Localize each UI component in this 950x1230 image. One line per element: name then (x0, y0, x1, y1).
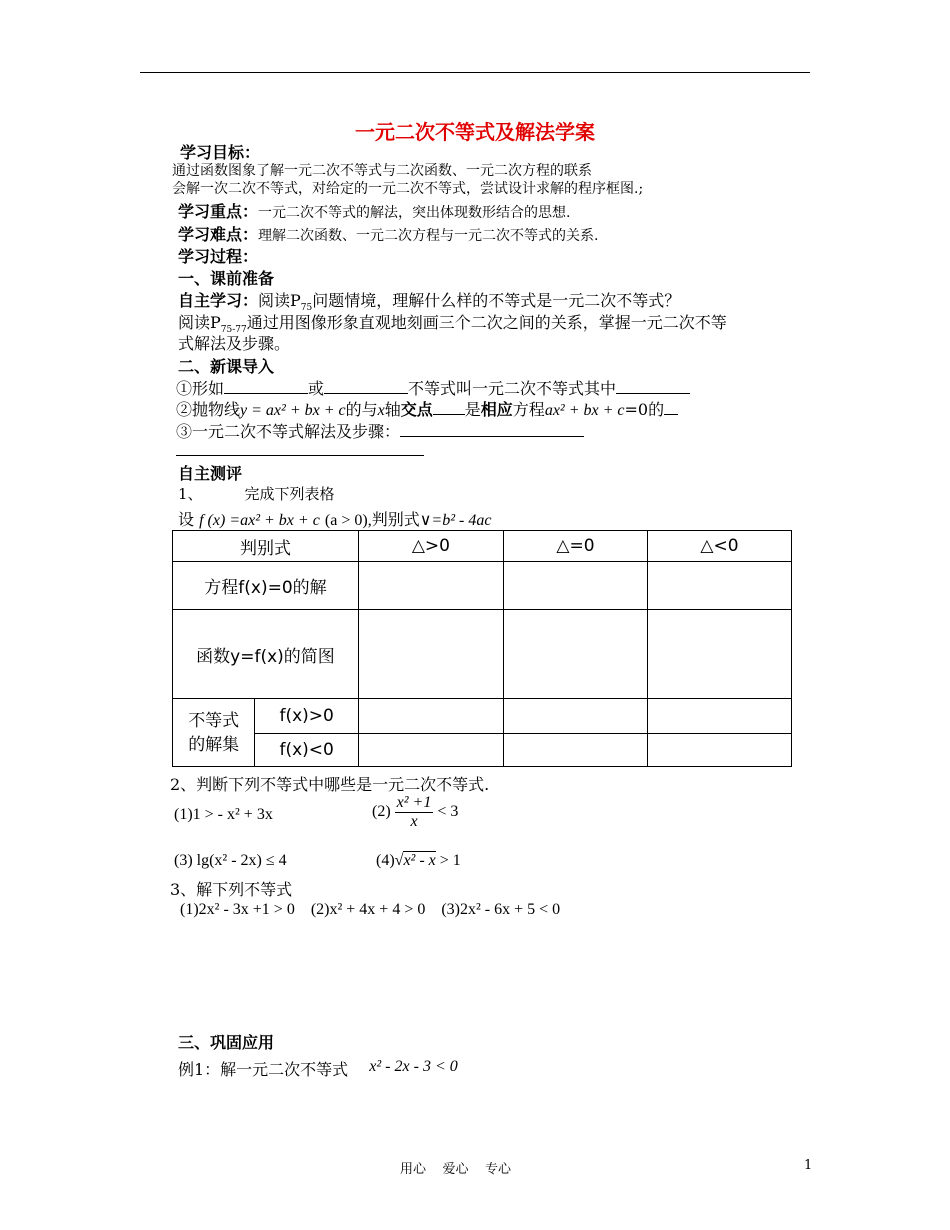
table-answer-cell[interactable] (503, 610, 647, 699)
table-answer-cell[interactable] (647, 734, 791, 767)
question-3-items: (1)2x² - 3x +1 > 0 (2)x² + 4x + 4 > 0 (3)2x² - 6x + 5 < 0 (180, 901, 561, 918)
table-row-label: f(x)<0 (255, 734, 359, 767)
question-2-item-1: (1)1 > - x² + 3x (174, 806, 273, 823)
goals-label: 学习目标： (180, 143, 261, 162)
focus-label: 学习重点： (178, 202, 259, 221)
question-2-item-4: (4)√x² - x > 1 (376, 852, 461, 869)
discriminant-table (172, 530, 792, 767)
difficulty-label: 学习难点： (178, 225, 259, 244)
question-2: 2、判断下列不等式中哪些是一元二次不等式. (170, 775, 490, 794)
self-test-heading: 自主测评 (178, 464, 243, 483)
section-1-heading: 一、课前准备 (178, 269, 275, 288)
table-answer-cell[interactable] (358, 734, 503, 767)
table-row-label: 方程f(x)=0的解 (173, 562, 359, 610)
table-answer-cell[interactable] (358, 562, 503, 610)
table-row (173, 562, 792, 610)
table-answer-cell[interactable] (358, 699, 503, 734)
blank-field[interactable] (664, 400, 678, 415)
difficulty-line (178, 222, 598, 245)
header-rule (140, 72, 810, 73)
self-study-line-2: 阅读$P_{75-77}$通过用图像形象直观地刻画三个二次之间的关系，掌握一元二次不等 (178, 313, 727, 336)
document-title: 一元二次不等式及解法学案 (355, 120, 595, 144)
table-answer-cell[interactable] (647, 699, 791, 734)
self-study-line-3: 式解法及步骤。 (178, 334, 291, 353)
table-answer-cell[interactable] (503, 699, 647, 734)
question-2-item-3: (3) lg(x² - 2x) ≤ 4 (174, 852, 287, 869)
difficulty-text: 理解二次函数、一元二次方程与一元二次不等式的关系. (258, 228, 599, 244)
table-row-label: f(x)>0 (255, 699, 359, 734)
goal-2: 会解一次二次不等式，对给定的一元二次不等式，尝试设计求解的程序框图.; (172, 181, 644, 197)
sqrt-icon: √ (394, 852, 404, 869)
blank-field[interactable] (224, 379, 308, 394)
new-lesson-item-1: ①形如 或 不等式叫一元二次不等式其中 (176, 376, 690, 399)
question-3: 3、解下列不等式 (170, 880, 293, 899)
table-header-cell: △>0 (358, 531, 503, 562)
table-answer-cell[interactable] (647, 610, 791, 699)
focus-text: 一元二次不等式的解法，突出体现数形结合的思想. (258, 205, 571, 221)
table-header-cell: 判别式 (173, 531, 359, 562)
goal-1: 通过函数图象了解一元二次不等式与二次函数、一元二次方程的联系 (172, 163, 592, 179)
table-row (173, 734, 792, 767)
table-answer-cell[interactable] (503, 734, 647, 767)
self-study-label: 自主学习： (178, 291, 259, 310)
self-study-line-1: 自主学习：阅读$P_{75}$问题情境，理解什么样的不等式是一元二次不等式？ (178, 291, 681, 314)
example-1: 例1：解一元二次不等式 x² - 2x - 3 < 0 (178, 1058, 458, 1079)
blank-field[interactable] (324, 379, 408, 394)
table-group-label: 不等式 的解集 (173, 699, 255, 767)
blank-field[interactable] (433, 400, 465, 415)
page-footer: 用心 爱心 专心 (400, 1162, 512, 1177)
table-answer-cell[interactable] (503, 562, 647, 610)
focus-line (178, 199, 570, 222)
new-lesson-item-3: ③一元二次不等式解法及步骤： (176, 419, 584, 442)
table-header-cell: △=0 (503, 531, 647, 562)
process-label: 学习过程： (178, 247, 259, 266)
blank-field[interactable] (400, 422, 584, 437)
table-answer-cell[interactable] (647, 562, 791, 610)
table-row (173, 699, 792, 734)
question-2-item-2: (2) $\frac{\text{x² +1}}{x}$ < 3 (372, 794, 459, 830)
blank-field[interactable] (616, 379, 690, 394)
question-1: 1、 完成下列表格 (178, 485, 335, 503)
section-3-heading: 三、巩固应用 (178, 1033, 275, 1052)
table-row-label: 函数y=f(x)的简图 (173, 610, 359, 699)
section-2-heading: 二、新课导入 (178, 357, 275, 376)
table-header-cell: △<0 (647, 531, 791, 562)
table-answer-cell[interactable] (358, 610, 503, 699)
new-lesson-item-2: ②抛物线y = ax² + bx + c的与x轴交点 是相应方程ax² + bx + c=0的 (176, 397, 678, 420)
table-row (173, 610, 792, 699)
page-number: 1 (804, 1158, 813, 1173)
table-row (173, 531, 792, 562)
fraction: $\frac{\text{x² +1}}{x}$ (396, 794, 432, 830)
answer-line[interactable] (176, 455, 424, 456)
question-1-setup: 设 f (x) =ax² + bx + c (a > 0),判别式∨=b² - 4ac (178, 510, 492, 529)
